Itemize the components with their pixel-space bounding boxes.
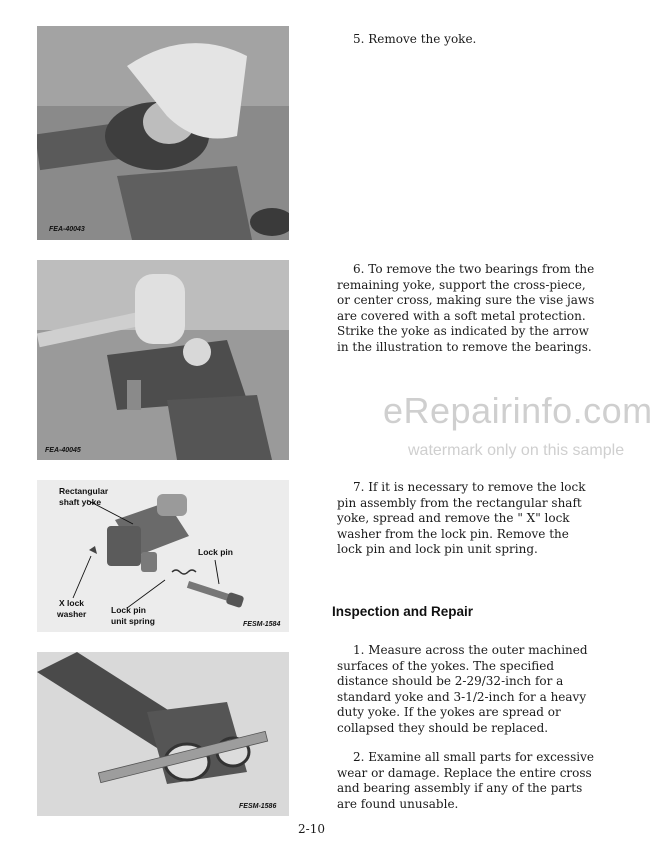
step-5	[337, 32, 597, 48]
callout-spring-line2: unit spring	[111, 616, 155, 626]
figure-measure-yoke-photo	[37, 652, 289, 816]
callout-lock-pin: Lock pin	[198, 547, 233, 557]
step-6	[337, 262, 597, 356]
inspection-step-1	[337, 643, 597, 737]
callout-washer-line2: washer	[57, 609, 87, 619]
callout-yoke-line1: Rectangular	[59, 486, 109, 496]
inspection-step-2-text: 2. Examine all small parts for excessive wear or damage. Replace the entire cross and bearing assembly if any of the parts are found unusable.	[337, 750, 594, 811]
figure-caption: FEA-40045	[45, 447, 81, 454]
inspection-step-2	[337, 750, 597, 812]
callout-spring-line1: Lock pin	[111, 605, 146, 615]
callout-yoke-line2: shaft yoke	[59, 497, 102, 507]
figure-caption: FEA-40043	[49, 226, 85, 233]
callout-washer-line1: X lock	[59, 598, 85, 608]
figure-strike-yoke-photo	[37, 260, 289, 460]
step-7-text: 7. If it is necessary to remove the lock pin assembly from the rectangular shaft yoke, spread and remove the " X" lock washer from the lock pin. Remove the lock pin and lock pin unit spring.	[337, 480, 586, 557]
figure-caption: FESM-1584	[243, 621, 281, 628]
figure-lock-pin-diagram	[37, 480, 289, 632]
section-heading: Inspection and Repair	[332, 604, 474, 619]
watermark-main: eRepairinfo.com	[383, 390, 653, 431]
page-number: 2-10	[298, 822, 325, 836]
step-6-text: 6. To remove the two bearings from the remaining yoke, support the cross-piece, or center cross, making sure the vise jaws are covered with a soft metal protection. Strike the yoke as indicated by the arrow in the illustration to remove the bearings.	[337, 262, 595, 354]
step-5-text: 5. Remove the yoke.	[353, 32, 477, 46]
inspection-step-1-text: 1. Measure across the outer machined surfaces of the yokes. The specified distance should be 2-29/32-inch for a standard yoke and 3-1/2-inch for a heavy duty yoke. If the yokes are spread or collapsed they should be replaced.	[337, 643, 588, 735]
step-7	[337, 480, 597, 558]
figure-caption: FESM-1586	[239, 803, 277, 810]
watermark-sub: watermark only on this sample	[408, 442, 625, 459]
figure-remove-yoke-photo	[37, 26, 289, 240]
